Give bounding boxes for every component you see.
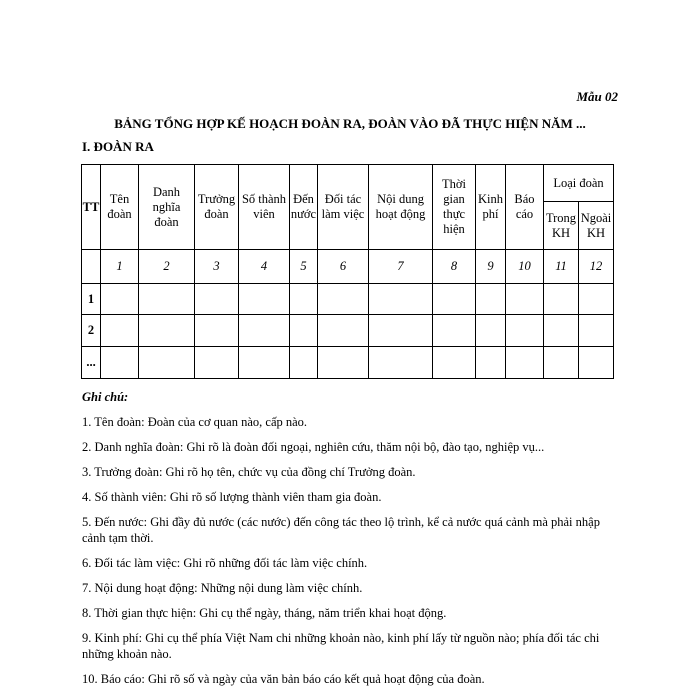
table-cell	[433, 315, 476, 347]
header-thoi-gian-thuc-hien: Thời gian thực hiện	[433, 165, 476, 250]
column-number: 6	[318, 250, 369, 284]
table-cell	[239, 347, 290, 379]
form-id: Mẫu 02	[576, 89, 618, 104]
table-cell	[139, 284, 195, 315]
table-cell	[195, 284, 239, 315]
table-cell	[579, 284, 614, 315]
header-kinh-phi: Kinh phí	[476, 165, 506, 250]
header-den-nuoc: Đến nước	[290, 165, 318, 250]
document-title: BẢNG TỔNG HỢP KẾ HOẠCH ĐOÀN RA, ĐOÀN VÀO ĐÃ THỰC HIỆN NĂM ...	[114, 116, 586, 131]
note-item: 8. Thời gian thực hiện: Ghi cụ thể ngày, tháng, năm triển khai hoạt động.	[82, 606, 447, 620]
header-tt: TT	[82, 165, 101, 250]
header-ngoai-kh: Ngoài KH	[579, 202, 614, 250]
table-cell	[506, 347, 544, 379]
column-number: 2	[139, 250, 195, 284]
table-cell	[101, 347, 139, 379]
table-cell	[476, 347, 506, 379]
table-row	[82, 347, 614, 379]
table-cell	[290, 315, 318, 347]
table-cell	[476, 315, 506, 347]
table-cell	[318, 347, 369, 379]
row-number: ...	[82, 347, 101, 379]
table-cell	[139, 347, 195, 379]
column-number: 3	[195, 250, 239, 284]
note-item: 5. Đến nước: Ghi đầy đủ nước (các nước) đến công tác theo lộ trình, kể cả nước quá cảnh mà phải nhập cảnh tạm thời.	[82, 515, 600, 545]
header-bao-cao: Báo cáo	[506, 165, 544, 250]
column-number: 11	[544, 250, 579, 284]
table-cell	[544, 347, 579, 379]
table-cell	[101, 284, 139, 315]
table-cell	[433, 347, 476, 379]
section-heading: I. ĐOÀN RA	[82, 139, 154, 154]
table-cell	[506, 315, 544, 347]
header-trong-kh: Trong KH	[544, 202, 579, 250]
table-row	[82, 315, 614, 347]
table-cell	[433, 284, 476, 315]
column-number: 4	[239, 250, 290, 284]
notes-section	[82, 390, 622, 696]
table-cell	[579, 347, 614, 379]
column-number: 5	[290, 250, 318, 284]
note-item: 9. Kinh phí: Ghi cụ thể phía Việt Nam chi những khoản nào, kinh phí lấy từ nguồn nào; phía đối tác chi những khoản nào.	[82, 631, 600, 661]
table-cell	[318, 284, 369, 315]
column-number: 7	[369, 250, 433, 284]
note-item: 1. Tên đoàn: Đoàn của cơ quan nào, cấp nào.	[82, 415, 308, 429]
table-cell	[506, 284, 544, 315]
note-item: 4. Số thành viên: Ghi rõ số lượng thành viên tham gia đoàn.	[82, 490, 382, 504]
table-cell	[579, 315, 614, 347]
table-row	[82, 284, 614, 315]
table-cell	[101, 315, 139, 347]
table-cell	[239, 284, 290, 315]
notes-heading: Ghi chú:	[82, 390, 129, 404]
column-number: 1	[101, 250, 139, 284]
column-number-cell	[82, 250, 101, 284]
header-doi-tac-lam-viec: Đối tác làm việc	[318, 165, 369, 250]
note-item: 3. Trưởng đoàn: Ghi rõ họ tên, chức vụ của đồng chí Trưởng đoàn.	[82, 465, 416, 479]
note-item: 2. Danh nghĩa đoàn: Ghi rõ là đoàn đối ngoại, nghiên cứu, thăm nội bộ, đào tạo, nghiệp vụ...	[82, 440, 545, 454]
header-so-thanh-vien: Số thành viên	[239, 165, 290, 250]
table-cell	[544, 315, 579, 347]
table-cell	[476, 284, 506, 315]
note-item: 6. Đối tác làm việc: Ghi rõ những đối tác làm việc chính.	[82, 556, 368, 570]
table-cell	[290, 347, 318, 379]
header-ten-doan: Tên đoàn	[101, 165, 139, 250]
column-number: 12	[579, 250, 614, 284]
note-item: 7. Nội dung hoạt động: Những nội dung làm việc chính.	[82, 581, 363, 595]
table-cell	[139, 315, 195, 347]
header-truong-doan: Trưởng đoàn	[195, 165, 239, 250]
header-danh-nghia-doan: Danh nghĩa đoàn	[139, 165, 195, 250]
note-item: 10. Báo cáo: Ghi rõ số và ngày của văn bản báo cáo kết quả hoạt động của đoàn.	[82, 672, 485, 686]
header-loai-doan: Loại đoàn	[544, 165, 614, 202]
table-cell	[369, 347, 433, 379]
column-number: 8	[433, 250, 476, 284]
row-number: 1	[82, 284, 101, 315]
row-number: 2	[82, 315, 101, 347]
table-cell	[544, 284, 579, 315]
table-cell	[318, 315, 369, 347]
table-cell	[239, 315, 290, 347]
table-cell	[290, 284, 318, 315]
table-cell	[369, 315, 433, 347]
summary-table	[81, 164, 614, 379]
column-number: 9	[476, 250, 506, 284]
table-cell	[195, 347, 239, 379]
header-noi-dung-hoat-dong: Nội dung hoạt động	[369, 165, 433, 250]
table-cell	[369, 284, 433, 315]
column-number: 10	[506, 250, 544, 284]
table-cell	[195, 315, 239, 347]
